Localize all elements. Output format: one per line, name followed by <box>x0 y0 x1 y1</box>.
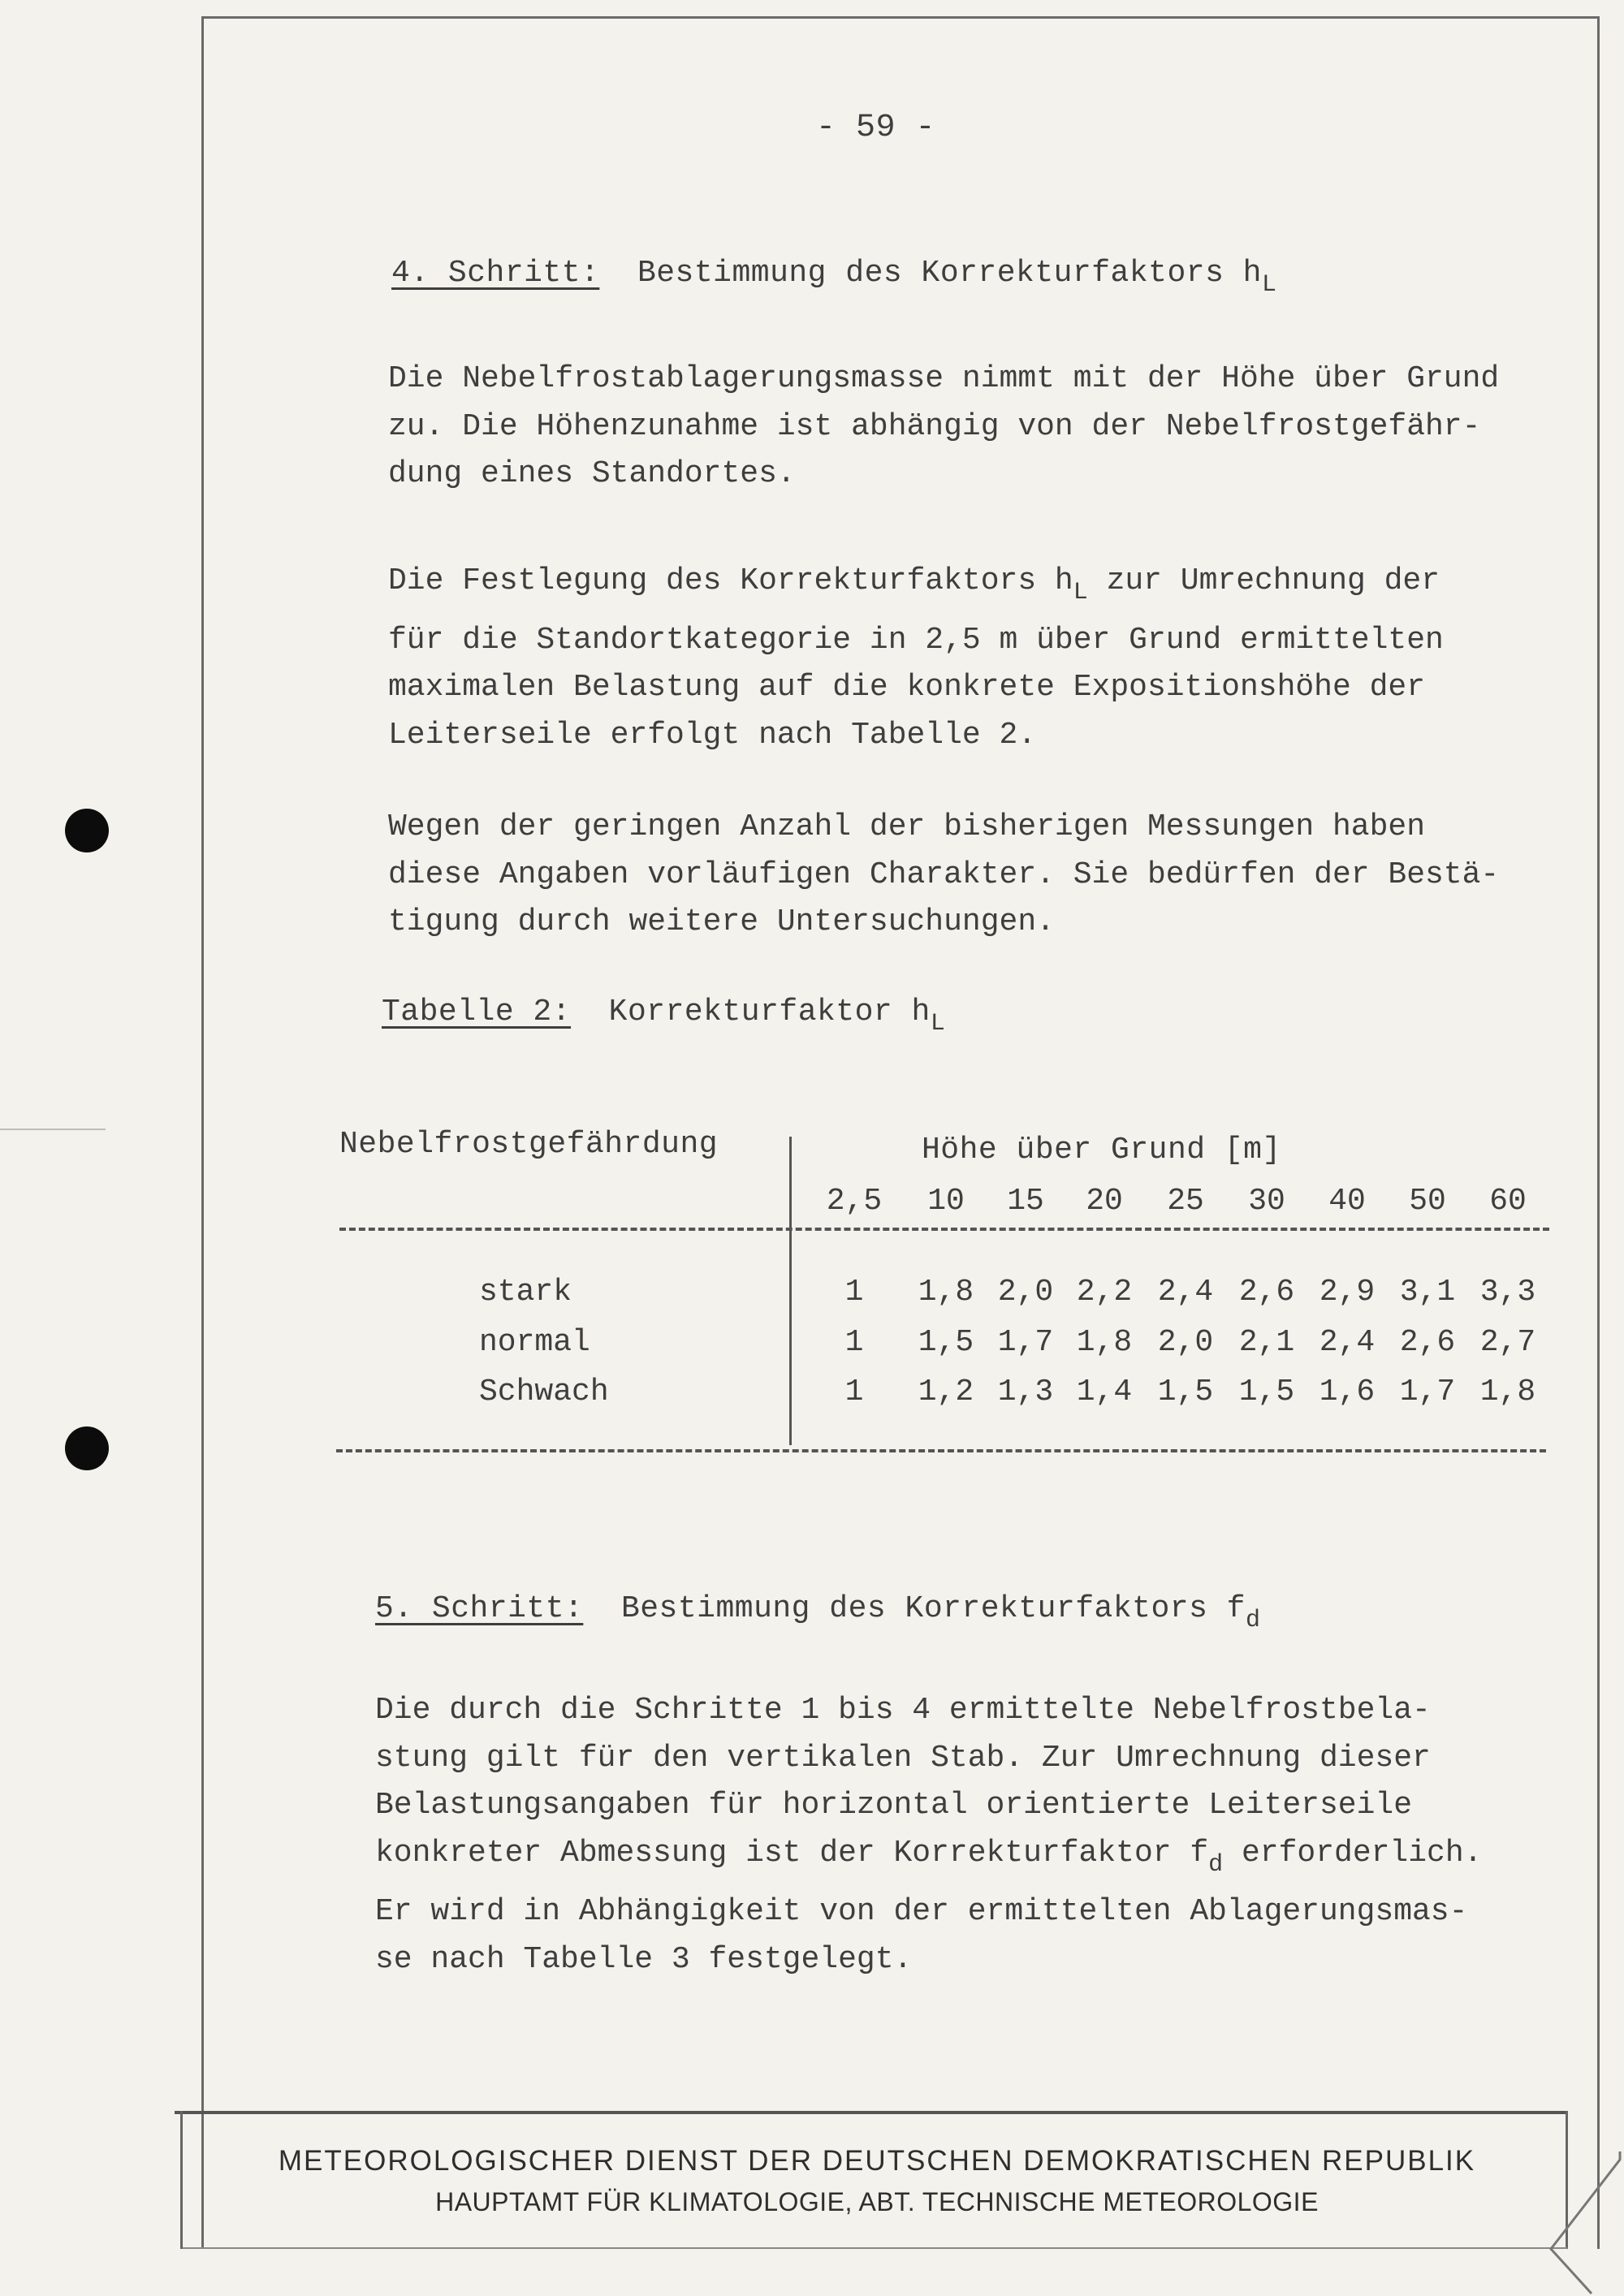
step5-title: Bestimmung des Korrekturfaktors f <box>620 1591 1246 1626</box>
table-cell: 2,9 <box>1319 1275 1376 1310</box>
table-cell: 2,2 <box>1076 1275 1133 1310</box>
punch-hole-top <box>65 809 109 852</box>
table-label: Tabelle 2: <box>382 995 572 1029</box>
paragraph-line: für die Standortkategorie in 2,5 m über Grund ermittelten <box>388 622 1444 658</box>
paragraph-line: tigung durch weitere Untersuchungen. <box>388 904 1055 939</box>
table-height-header: 30 <box>1248 1184 1285 1219</box>
table-cell: 2,6 <box>1399 1325 1456 1360</box>
footer-top-rule <box>175 2111 1567 2114</box>
step5-heading <box>375 1591 1261 1634</box>
table-cell: 1,5 <box>918 1325 974 1360</box>
table-cell: 2,6 <box>1238 1275 1295 1310</box>
table-cell: 1,6 <box>1319 1375 1376 1409</box>
table-cell: 1,7 <box>997 1325 1054 1360</box>
table-row-label: normal <box>479 1325 590 1360</box>
step4-heading <box>391 256 1277 299</box>
footer-department: HAUPTAMT FÜR KLIMATOLOGIE, ABT. TECHNISCHE METEOROLOGIE <box>435 2187 1319 2216</box>
paragraph-line: diese Angaben vorläufigen Charakter. Sie bedürfen der Bestä- <box>388 857 1500 892</box>
table-cell: 3,1 <box>1399 1275 1456 1310</box>
table-cell: 2,4 <box>1157 1275 1214 1310</box>
table-cell: 2,0 <box>997 1275 1054 1310</box>
table-header-rule <box>339 1228 1549 1231</box>
table-height-header: 20 <box>1086 1184 1123 1219</box>
table-height-header: 2,5 <box>826 1184 883 1219</box>
table-row-header: Nebelfrostgefährdung <box>339 1127 719 1162</box>
table-row-label: Schwach <box>479 1375 609 1409</box>
table-cell: 1,2 <box>918 1375 974 1409</box>
punch-hole-bottom <box>65 1426 109 1470</box>
table-height-header: 25 <box>1167 1184 1204 1219</box>
table-cell: 1,3 <box>997 1375 1054 1409</box>
step5-paragraph <box>375 1687 1482 1983</box>
paragraph-line: konkreter Abmessung ist der Korrekturfaktor $f_d$ erforderlich. <box>375 1835 1483 1879</box>
table-cell: 1,5 <box>1238 1375 1295 1409</box>
table-cell: 2,4 <box>1319 1325 1376 1360</box>
paragraph-line: stung gilt für den vertikalen Stab. Zur Umrechnung dieser <box>375 1740 1431 1776</box>
table-cell: 1,8 <box>918 1275 974 1310</box>
table-cell: 2,7 <box>1479 1325 1536 1360</box>
table-cell: 1 <box>844 1275 864 1310</box>
table-caption <box>382 995 945 1038</box>
table-cell: 1 <box>844 1375 864 1409</box>
paragraph-line: dung eines Standortes. <box>388 456 796 491</box>
paragraph-line: Belastungsangaben für horizontal orientierte Leiterseile <box>375 1788 1413 1823</box>
table-cell: 2,0 <box>1157 1325 1214 1360</box>
table-height-header: 60 <box>1489 1184 1527 1219</box>
table-cell: 1,7 <box>1399 1375 1456 1409</box>
footer-institution: METEOROLOGISCHER DIENST DER DEUTSCHEN DEMOKRATISCHEN REPUBLIK <box>278 2145 1476 2177</box>
step4-label: 4. Schritt: <box>391 256 600 291</box>
paragraph-line: Er wird in Abhängigkeit von der ermittelten Ablagerungsmas- <box>375 1894 1468 1929</box>
table-cell: 3,3 <box>1479 1275 1536 1310</box>
table-row-label: stark <box>479 1275 572 1310</box>
table-cell: 1 <box>844 1325 864 1360</box>
step5-label: 5. Schritt: <box>375 1591 584 1626</box>
table-vertical-divider <box>789 1137 792 1445</box>
paragraph-line: Wegen der geringen Anzahl der bisherigen Messungen haben <box>388 809 1426 844</box>
table-cell: 1,4 <box>1076 1375 1133 1409</box>
table-height-header: 40 <box>1328 1184 1366 1219</box>
table-caption-text: Korrekturfaktor h <box>608 995 931 1029</box>
table-cell: 2,1 <box>1238 1325 1295 1360</box>
paragraph-line: Die Festlegung des Korrekturfaktors $h_L$ zur Umrechnung der <box>388 563 1440 606</box>
table-height-header: 50 <box>1409 1184 1446 1219</box>
table-cell: 1,5 <box>1157 1375 1214 1409</box>
step4-paragraph-2 <box>388 558 1444 759</box>
table-height-header: 10 <box>927 1184 965 1219</box>
margin-mark <box>0 1129 106 1130</box>
step4-title-sub: L <box>1261 271 1277 299</box>
page-number: - 59 - <box>816 110 936 146</box>
paragraph-line: se nach Tabelle 3 festgelegt. <box>375 1941 913 1977</box>
table-bottom-rule <box>336 1449 1546 1452</box>
table-cell: 1,8 <box>1479 1375 1536 1409</box>
paragraph-line: Die durch die Schritte 1 bis 4 ermittelte Nebelfrostbela- <box>375 1693 1431 1728</box>
footer-left-edge <box>180 2111 183 2249</box>
step4-paragraph-3 <box>388 804 1499 947</box>
table-column-group-header: Höhe über Grund [m] <box>922 1133 1281 1167</box>
paragraph-line: zu. Die Höhenzunahme ist abhängig von der Nebelfrostgefähr- <box>388 408 1481 444</box>
table-caption-sub: L <box>930 1010 946 1038</box>
corner-fold <box>1543 2143 1624 2296</box>
paragraph-line: Die Nebelfrostablagerungsmasse nimmt mit der Höhe über Grund <box>388 361 1500 396</box>
step4-paragraph-1 <box>388 356 1499 498</box>
paragraph-line: Leiterseile erfolgt nach Tabelle 2. <box>388 717 1037 753</box>
step4-title: Bestimmung des Korrekturfaktors h <box>637 256 1262 291</box>
step5-title-sub: d <box>1245 1607 1261 1634</box>
footer-bottom-rule <box>183 2247 1567 2249</box>
table-cell: 1,8 <box>1076 1325 1133 1360</box>
table-height-header: 15 <box>1007 1184 1044 1219</box>
paragraph-line: maximalen Belastung auf die konkrete Expositionshöhe der <box>388 670 1426 705</box>
